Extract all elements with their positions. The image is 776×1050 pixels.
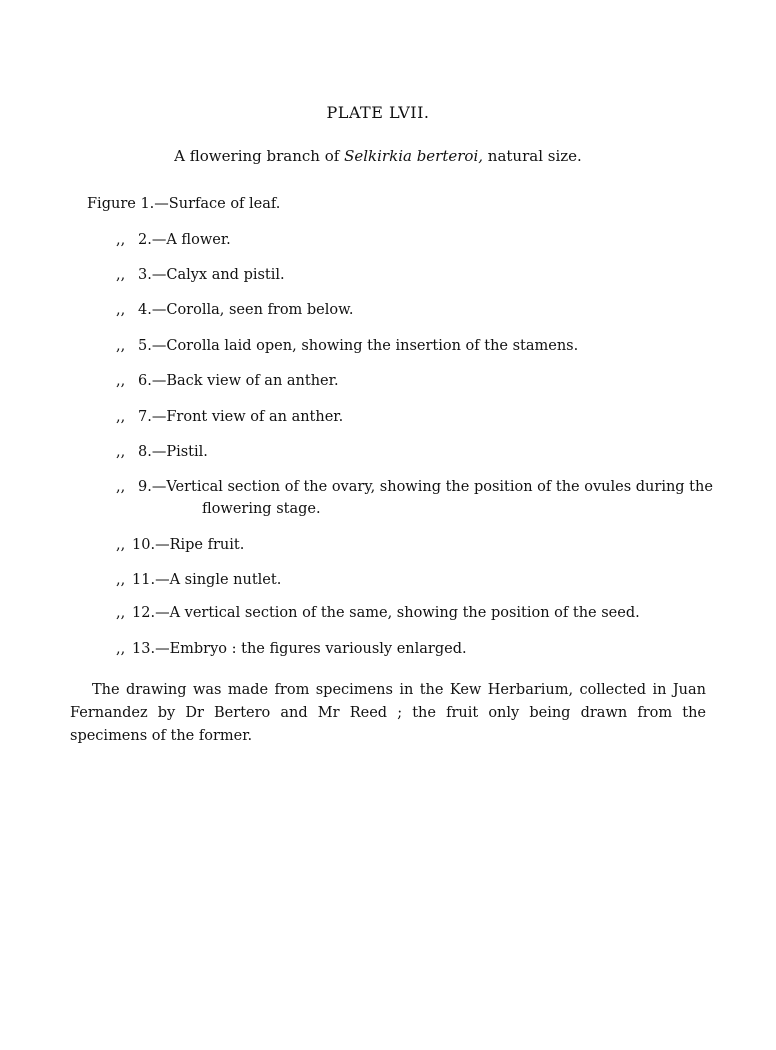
plate-title: PLATE LVII. (326, 103, 430, 122)
figure-number: 13. (132, 641, 156, 657)
figure-text: —Ripe fruit. (155, 537, 245, 553)
figure-text: —Corolla, seen from below. (151, 302, 354, 318)
figure-text: —A vertical section of the same, showing the position of the seed. (155, 605, 640, 621)
ditto-mark: ,, (116, 479, 126, 495)
figure-number: 9. (138, 479, 152, 495)
figure-number: 2. (138, 232, 152, 248)
ditto-mark: ,, (116, 572, 126, 588)
figure-number: 6. (138, 373, 152, 389)
figure-number: 1. (140, 196, 155, 212)
figure-line-11 (116, 572, 281, 588)
figure-text: —A flower. (151, 232, 231, 248)
figure-line-9-continuation: flowering stage. (202, 501, 321, 517)
ditto-mark: ,, (116, 409, 126, 425)
figure-number: 4. (138, 302, 152, 318)
plate-subtitle (0, 147, 756, 165)
figure-number: 3. (138, 267, 152, 283)
figure-line-5 (116, 338, 578, 354)
ditto-mark: ,, (116, 338, 126, 354)
figure-text: —Calyx and pistil. (151, 267, 285, 283)
ditto-mark: ,, (116, 641, 126, 657)
figure-line-3 (116, 267, 285, 283)
figure-number: 8. (138, 444, 152, 460)
figure-text: —Vertical section of the ovary, showing the position of the ovules during the (151, 479, 713, 495)
figure-line-10 (116, 537, 244, 553)
figure-text: —Surface of leaf. (154, 196, 281, 212)
figure-text: —A single nutlet. (155, 572, 282, 588)
ditto-mark: ,, (116, 267, 126, 283)
figure-number: 10. (132, 537, 156, 553)
figure-line-12 (116, 605, 640, 621)
subtitle-before: A flowering branch of (174, 147, 345, 165)
figure-line-9 (116, 479, 713, 495)
ditto-mark: ,, (116, 302, 126, 318)
figure-line-2 (116, 232, 231, 248)
figure-line-13 (116, 641, 467, 657)
ditto-mark: ,, (116, 373, 126, 389)
figure-number: 11. (132, 572, 156, 588)
species-name: Selkirkia berteroi, (344, 147, 484, 165)
figure-text: —Pistil. (151, 444, 208, 460)
figure-number: 5. (138, 338, 152, 354)
subtitle-after: natural size. (483, 147, 582, 165)
provenance-note: The drawing was made from specimens in the Kew Herbarium, collected in Juan Fernandez by Dr Bertero and Mr Reed ; the fruit only being drawn from the specimens of the former. (70, 682, 706, 744)
figure-prefix: Figure (87, 196, 136, 212)
figure-line-1 (87, 196, 280, 212)
figure-text: —Front view of an anther. (151, 409, 344, 425)
figure-line-4 (116, 302, 353, 318)
figure-line-7 (116, 409, 343, 425)
figure-line-8 (116, 444, 208, 460)
ditto-mark: ,, (116, 605, 126, 621)
figure-text: —Embryo : the figures variously enlarged. (155, 641, 467, 657)
figure-number: 7. (138, 409, 152, 425)
ditto-mark: ,, (116, 232, 126, 248)
figure-line-6 (116, 373, 339, 389)
figure-text: —Corolla laid open, showing the insertion of the stamens. (151, 338, 579, 354)
ditto-mark: ,, (116, 537, 126, 553)
figure-text: —Back view of an anther. (151, 373, 339, 389)
ditto-mark: ,, (116, 444, 126, 460)
figure-number: 12. (132, 605, 156, 621)
